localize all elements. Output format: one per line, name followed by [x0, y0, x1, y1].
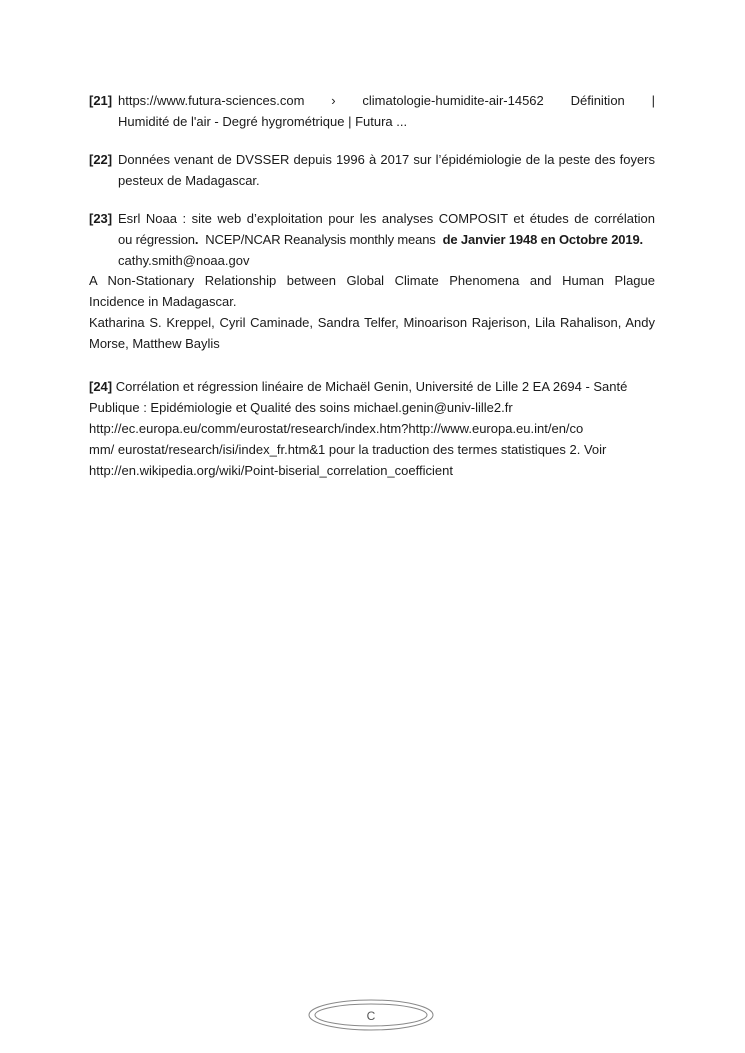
reference-text-segment: ou régression	[118, 232, 195, 247]
page-number: C	[366, 1009, 376, 1023]
citation-authors-line: Katharina S. Kreppel, Cyril Caminade, Sandra Telfer, Minoarison Rajerison, Lila Rahalison, Andy	[89, 315, 655, 330]
reference-number: [22]	[89, 152, 113, 167]
reference-text-line: Publique : Epidémiologie et Qualité des soins michael.genin@univ-lille2.fr	[89, 400, 513, 415]
reference-url-line: http://ec.europa.eu/comm/eurostat/research/index.htm?http://www.europa.eu.int/en/co	[89, 421, 584, 436]
citation-paragraph	[89, 270, 655, 354]
reference-text-line: pesteux de Madagascar.	[118, 173, 260, 188]
reference-text-line: Humidité de l'air - Degré hygrométrique | Futura ...	[118, 114, 408, 129]
reference-url-line: http://en.wikipedia.org/wiki/Point-biserial_correlation_coefficient	[89, 463, 453, 478]
reference-text-line	[118, 229, 655, 250]
reference-24	[89, 376, 655, 481]
citation-authors-line: Morse, Matthew Baylis	[89, 336, 220, 351]
reference-text-line: https://www.futura-sciences.com › climatologie-humidite-air-14562 Définition |	[118, 93, 655, 108]
reference-text-line: Données venant de DVSSER depuis 1996 à 2017 sur l’épidémiologie de la peste des foyers	[118, 152, 655, 167]
reference-23	[89, 208, 655, 271]
reference-text-bold: de Janvier 1948 en Octobre 2019.	[442, 232, 644, 247]
reference-22	[89, 149, 655, 191]
page-footer	[308, 999, 434, 1031]
reference-21	[89, 90, 655, 132]
reference-text-segment: NCEP/NCAR Reanalysis monthly means	[198, 232, 443, 247]
citation-title-line: A Non-Stationary Relationship between Global Climate Phenomena and Human Plague	[89, 273, 655, 288]
reference-text-line	[89, 376, 655, 397]
reference-text-line: Esrl Noaa : site web d’exploitation pour les analyses COMPOSIT et études de corrélation	[118, 211, 655, 226]
reference-email: cathy.smith@noaa.gov	[118, 253, 250, 268]
reference-text-segment: .	[194, 232, 199, 247]
reference-url-line: mm/ eurostat/research/isi/index_fr.htm&1 pour la traduction des termes statistiques 2. Voir	[89, 442, 607, 457]
citation-title-line: Incidence in Madagascar.	[89, 294, 237, 309]
reference-number: [21]	[89, 93, 113, 108]
reference-text-segment: Corrélation et régression linéaire de Michaël Genin, Université de Lille 2 EA 2694 - Santé	[112, 379, 628, 394]
reference-number: [24]	[89, 379, 113, 394]
reference-number: [23]	[89, 211, 113, 226]
